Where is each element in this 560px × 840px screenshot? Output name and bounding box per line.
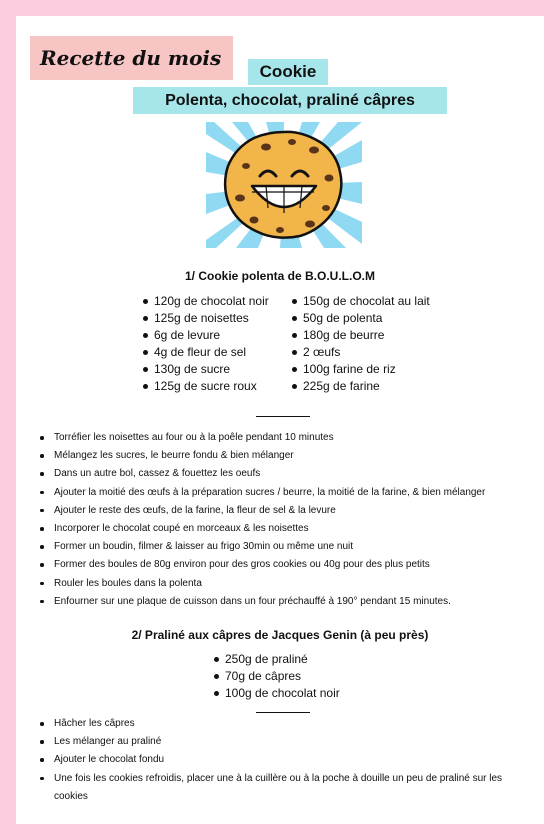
- praline-ingredients: [214, 651, 340, 702]
- recipe-subtitle: Polenta, chocolat, praliné câpres: [133, 87, 447, 114]
- list-item: 125g de noisettes: [143, 310, 269, 327]
- list-item: Ajouter le chocolat fondu: [38, 751, 538, 769]
- recipe-of-month-badge: Recette du mois: [30, 36, 233, 80]
- list-item: 120g de chocolat noir: [143, 293, 269, 310]
- list-item: 2 œufs: [292, 344, 430, 361]
- list-item: 100g de chocolat noir: [214, 685, 340, 702]
- list-item: 4g de fleur de sel: [143, 344, 269, 361]
- section-1-steps: [38, 429, 538, 611]
- list-item: Les mélanger au praliné: [38, 733, 538, 751]
- list-item: Ajouter la moitié des œufs à la préparation sucres / beurre, la moitié de la farine, & bien mélanger: [38, 484, 538, 502]
- section-1-title: 1/ Cookie polenta de B.O.U.L.O.M: [184, 269, 376, 283]
- list-item: 150g de chocolat au lait: [292, 293, 430, 310]
- list-item: Mélangez les sucres, le beurre fondu & bien mélanger: [38, 447, 538, 465]
- recipe-title: Cookie: [248, 59, 328, 85]
- list-item: 180g de beurre: [292, 327, 430, 344]
- list-item: 100g farine de riz: [292, 361, 430, 378]
- list-item: 6g de levure: [143, 327, 269, 344]
- list-item: 50g de polenta: [292, 310, 430, 327]
- section-2-steps: [38, 715, 538, 806]
- list-item: 70g de câpres: [214, 668, 340, 685]
- list-item: Rouler les boules dans la polenta: [38, 575, 538, 593]
- list-item: 125g de sucre roux: [143, 378, 269, 395]
- list-item: Ajouter le reste des œufs, de la farine, la fleur de sel & la levure: [38, 502, 538, 520]
- section-divider: [256, 416, 310, 417]
- list-item: Dans un autre bol, cassez & fouettez les oeufs: [38, 465, 538, 483]
- section-divider: [256, 712, 310, 713]
- ingredients-left-column: [143, 293, 269, 395]
- ingredients-right-column: [292, 293, 430, 395]
- list-item: 225g de farine: [292, 378, 430, 395]
- list-item: Une fois les cookies refroidis, placer une à la cuillère ou à la poche à douille un peu de praliné sur les cookies: [38, 770, 538, 806]
- section-2-title: 2/ Praliné aux câpres de Jacques Genin (à peu près): [131, 628, 429, 642]
- list-item: 130g de sucre: [143, 361, 269, 378]
- smiling-cookie-icon: [206, 122, 362, 248]
- list-item: Hâcher les câpres: [38, 715, 538, 733]
- list-item: Former des boules de 80g environ pour des gros cookies ou 40g pour des plus petits: [38, 556, 538, 574]
- list-item: Enfourner sur une plaque de cuisson dans un four préchauffé à 190° pendant 15 minutes.: [38, 593, 538, 611]
- list-item: Torréfier les noisettes au four ou à la poêle pendant 10 minutes: [38, 429, 538, 447]
- list-item: 250g de praliné: [214, 651, 340, 668]
- list-item: Former un boudin, filmer & laisser au frigo 30min ou même une nuit: [38, 538, 538, 556]
- recipe-page: [16, 16, 544, 824]
- list-item: Incorporer le chocolat coupé en morceaux & les noisettes: [38, 520, 538, 538]
